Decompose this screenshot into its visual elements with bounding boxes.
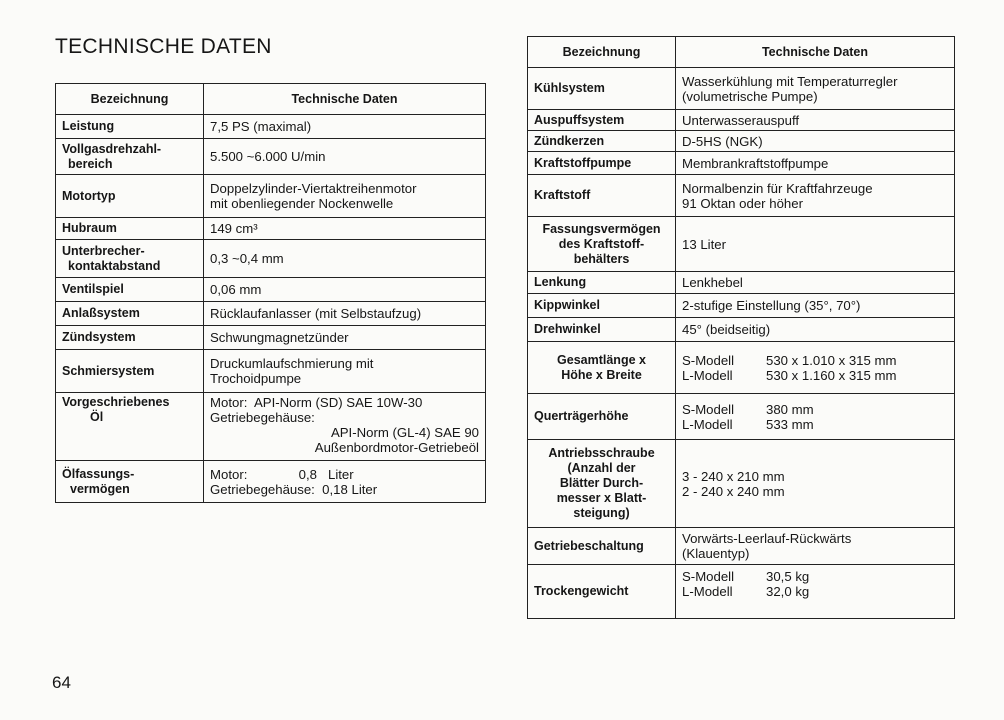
value-line: mit obenliegender Nockenwelle [210, 196, 394, 211]
row-value [204, 175, 486, 218]
row-value: Rücklaufanlasser (mit Selbstaufzug) [204, 302, 486, 326]
value-line: Trochoidpumpe [210, 371, 302, 386]
label-line: des Kraftstoff- [558, 236, 645, 251]
table-row [528, 68, 955, 110]
value-line: (Klauentyp) [682, 546, 750, 561]
row-value [204, 350, 486, 393]
spec-table-right [527, 36, 955, 619]
label-line: Höhe x Breite [561, 367, 642, 382]
row-value: 2-stufige Einstellung (35°, 70°) [676, 294, 955, 318]
row-value [676, 394, 955, 440]
row-label: Kraftstoffpumpe [528, 152, 676, 175]
model-key: S-Modell [682, 401, 735, 417]
value-line: 3 - 240 x 210 mm [682, 468, 785, 484]
table-row [56, 278, 486, 302]
model-line [682, 569, 948, 584]
row-label [528, 217, 676, 272]
column-header-value: Technische Daten [676, 37, 955, 68]
row-value [676, 68, 955, 110]
value-line: 2 - 240 x 240 mm [682, 483, 785, 499]
model-line [682, 402, 948, 417]
label-line: Vollgasdrehzahl- [62, 141, 162, 156]
table-row [528, 272, 955, 294]
row-label: Drehwinkel [528, 318, 676, 342]
table-header-row [528, 37, 955, 68]
value-line: Wasserkühlung mit Temperaturregler [682, 73, 898, 89]
model-key: L-Modell [682, 416, 733, 432]
value-line: Vorwärts-Leerlauf-Rückwärts [682, 531, 852, 546]
row-label [56, 461, 204, 503]
table-row [528, 175, 955, 217]
row-label: Auspuffsystem [528, 110, 676, 131]
row-label: Ventilspiel [56, 278, 204, 302]
table-row [528, 318, 955, 342]
row-label: Zündsystem [56, 326, 204, 350]
label-line: bereich [68, 156, 113, 171]
row-value [204, 461, 486, 503]
model-value: 380 mm [766, 401, 814, 417]
row-label [56, 139, 204, 175]
table-row [528, 528, 955, 565]
row-value: 45° (beidseitig) [676, 318, 955, 342]
row-value: 7,5 PS (maximal) [204, 115, 486, 139]
table-row [528, 565, 955, 619]
row-label: Anlaßsystem [56, 302, 204, 326]
row-label [56, 393, 204, 461]
table-row [56, 139, 486, 175]
model-line [682, 584, 948, 599]
label-line: steigung) [573, 506, 630, 520]
value-line: Motor: API-Norm (SD) SAE 10W-30 [210, 395, 423, 410]
table-row [56, 175, 486, 218]
label-line: (Anzahl der [567, 461, 636, 475]
label-line: kontaktabstand [68, 258, 161, 273]
row-value: 149 cm³ [204, 218, 486, 240]
label-line: Unterbrecher- [62, 243, 145, 258]
value-line: Motor: 0,8 Liter [210, 466, 354, 482]
table-row [528, 110, 955, 131]
table-row [56, 350, 486, 393]
value-line: Doppelzylinder-Viertaktreihenmotor [210, 181, 417, 196]
row-label: Getriebeschaltung [528, 528, 676, 565]
table-row [528, 294, 955, 318]
table-row [56, 326, 486, 350]
column-header-label: Bezeichnung [56, 84, 204, 115]
row-label: Trockengewicht [528, 565, 676, 619]
table-row [528, 342, 955, 394]
row-label [528, 440, 676, 528]
model-line [682, 417, 948, 432]
model-key: S-Modell [682, 352, 735, 368]
row-value [676, 528, 955, 565]
row-value: 0,3 ~0,4 mm [204, 240, 486, 278]
value-line: (volumetrische Pumpe) [682, 88, 818, 104]
label-line: messer x Blatt- [556, 491, 647, 505]
label-line: Ölfassungs- [62, 466, 135, 481]
label-line: vermögen [70, 481, 130, 496]
model-key: S-Modell [682, 569, 735, 584]
spec-table-left [55, 83, 486, 503]
label-line: Vorgeschriebenes [62, 395, 170, 409]
model-value: 530 x 1.160 x 315 mm [766, 367, 897, 383]
label-line: Öl [90, 410, 104, 424]
table-row [56, 461, 486, 503]
row-value: 0,06 mm [204, 278, 486, 302]
model-key: L-Modell [682, 584, 733, 599]
row-label [528, 342, 676, 394]
table-row [56, 240, 486, 278]
model-key: L-Modell [682, 367, 733, 383]
table-row [56, 302, 486, 326]
row-value [676, 342, 955, 394]
table-row [528, 440, 955, 528]
row-label: Kippwinkel [528, 294, 676, 318]
table-row [56, 115, 486, 139]
column-header-label: Bezeichnung [528, 37, 676, 68]
table-row [56, 218, 486, 240]
row-label: Leistung [56, 115, 204, 139]
row-label: Kraftstoff [528, 175, 676, 217]
model-value: 533 mm [766, 416, 814, 432]
table-row [528, 131, 955, 152]
model-value: 30,5 kg [766, 569, 810, 584]
row-value: 13 Liter [676, 217, 955, 272]
model-line [682, 368, 948, 383]
page-number: 64 [52, 673, 71, 692]
row-label: Motortyp [56, 175, 204, 218]
value-line: Außenbordmotor-Getriebeöl [314, 440, 479, 455]
row-value [676, 440, 955, 528]
table-row [528, 394, 955, 440]
value-line: Normalbenzin für Kraftfahrzeuge [682, 180, 873, 196]
label-line: behälters [573, 251, 630, 266]
value-line: Getriebegehäuse: [210, 410, 315, 425]
value-line: Druckumlaufschmierung mit [210, 356, 374, 371]
row-value [676, 175, 955, 217]
table-row [56, 393, 486, 461]
row-value: 5.500 ~6.000 U/min [204, 139, 486, 175]
row-label: Kühlsystem [528, 68, 676, 110]
row-value: D-5HS (NGK) [676, 131, 955, 152]
row-label: Querträgerhöhe [528, 394, 676, 440]
label-line: Fassungsvermögen [542, 221, 661, 236]
table-header-row [56, 84, 486, 115]
model-line [682, 353, 948, 368]
row-value: Schwungmagnetzünder [204, 326, 486, 350]
label-line: Blätter Durch- [559, 476, 644, 490]
row-value [204, 393, 486, 461]
row-label: Lenkung [528, 272, 676, 294]
table-row [528, 152, 955, 175]
label-line: Antriebsschraube [548, 446, 655, 460]
model-value: 32,0 kg [766, 584, 810, 599]
column-header-value: Technische Daten [204, 84, 486, 115]
model-value: 530 x 1.010 x 315 mm [766, 352, 897, 368]
value-line: Getriebegehäuse: 0,18 Liter [210, 481, 378, 497]
table-row [528, 217, 955, 272]
row-value [676, 565, 955, 619]
row-value: Lenkhebel [676, 272, 955, 294]
value-line: 91 Oktan oder höher [682, 195, 803, 211]
row-label: Hubraum [56, 218, 204, 240]
row-label: Zündkerzen [528, 131, 676, 152]
row-value: Unterwasserauspuff [676, 110, 955, 131]
value-line: API-Norm (GL-4) SAE 90 [330, 425, 479, 440]
row-value: Membrankraftstoffpumpe [676, 152, 955, 175]
row-label: Schmiersystem [56, 350, 204, 393]
label-line: Gesamtlänge x [557, 352, 646, 367]
row-label [56, 240, 204, 278]
page-title: TECHNISCHE DATEN [55, 35, 272, 58]
